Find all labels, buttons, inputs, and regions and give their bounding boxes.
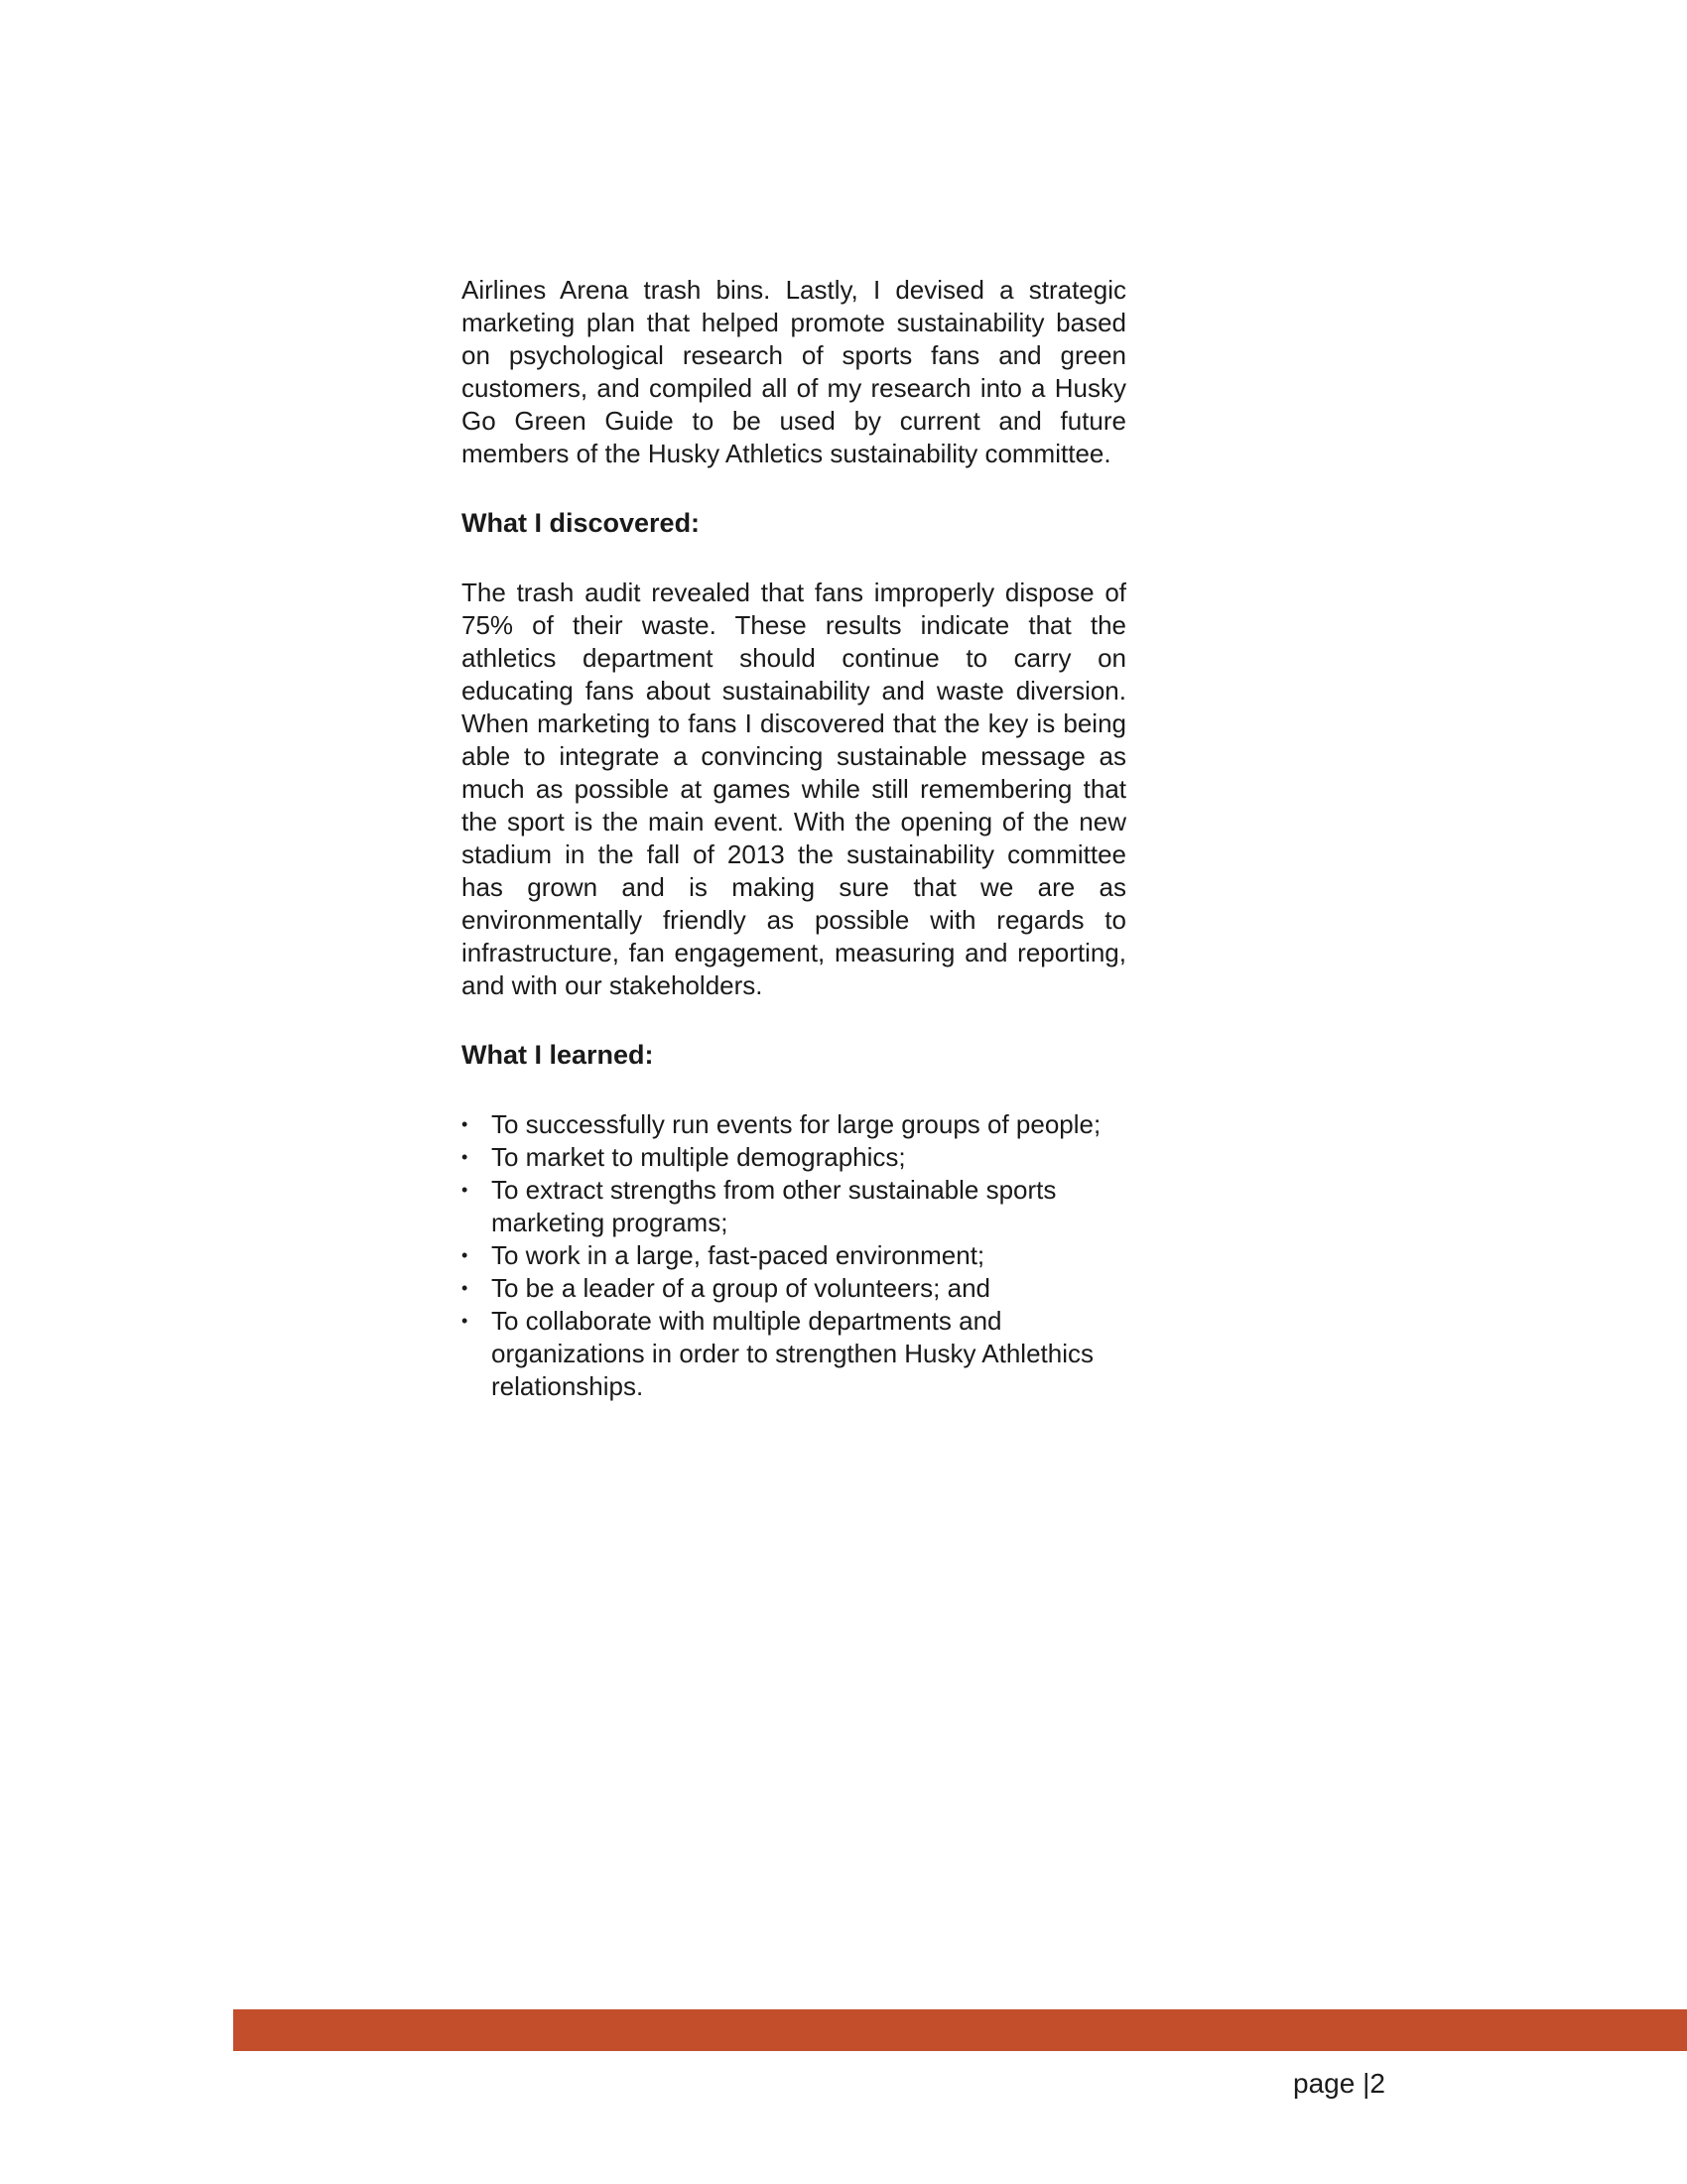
bullet-icon: • (461, 1311, 468, 1331)
page-number: page |2 (1293, 2068, 1385, 2099)
list-item (461, 1272, 1126, 1305)
list-item (461, 1108, 1126, 1141)
discovered-paragraph: The trash audit revealed that fans improperly dispose of 75% of their waste. These results indicate that the athletics department should continue to carry on educating fans about sustainability and waste diversion. When marketing to fans I discovered that the key is being able to integrate a convincing sustainable message as much as possible at games while still remembering that the sport is the main event. With the opening of the new stadium in the fall of 2013 the sustainability committee has grown and is making sure that we are as environmentally friendly as possible with regards to infrastructure, fan engagement, measuring and reporting, and with our stakeholders. (461, 578, 1126, 1000)
list-item (461, 1305, 1126, 1403)
bullet-icon: • (461, 1147, 468, 1167)
list-item (461, 1141, 1126, 1174)
page-content (461, 274, 1126, 1403)
list-item-text: To work in a large, fast-paced environment; (491, 1240, 985, 1270)
list-item (461, 1174, 1126, 1239)
bullet-icon: • (461, 1278, 468, 1298)
bullet-icon: • (461, 1180, 468, 1200)
intro-paragraph: Airlines Arena trash bins. Lastly, I devised a strategic marketing plan that helped promote sustainability based on psychological research of sports fans and green customers, and compiled all of my research into a Husky Go Green Guide to be used by current and future members of the Husky Athletics sustainability committee. (461, 275, 1126, 468)
footer-accent-bar (233, 2009, 1687, 2051)
list-item-text: To extract strengths from other sustainable sports marketing programs; (491, 1175, 1057, 1237)
list-item-text: To market to multiple demographics; (491, 1142, 906, 1172)
list-item-text: To collaborate with multiple departments and organizations in order to strengthen Husky Athlethics relationships. (491, 1306, 1095, 1401)
list-item-text: To successfully run events for large groups of people; (491, 1109, 1102, 1139)
discovered-heading: What I discovered: (461, 508, 701, 538)
learned-heading: What I learned: (461, 1040, 654, 1070)
learned-list (461, 1108, 1126, 1403)
bullet-icon: • (461, 1245, 468, 1265)
list-item (461, 1239, 1126, 1272)
bullet-icon: • (461, 1114, 468, 1134)
list-item-text: To be a leader of a group of volunteers; and (491, 1273, 991, 1303)
